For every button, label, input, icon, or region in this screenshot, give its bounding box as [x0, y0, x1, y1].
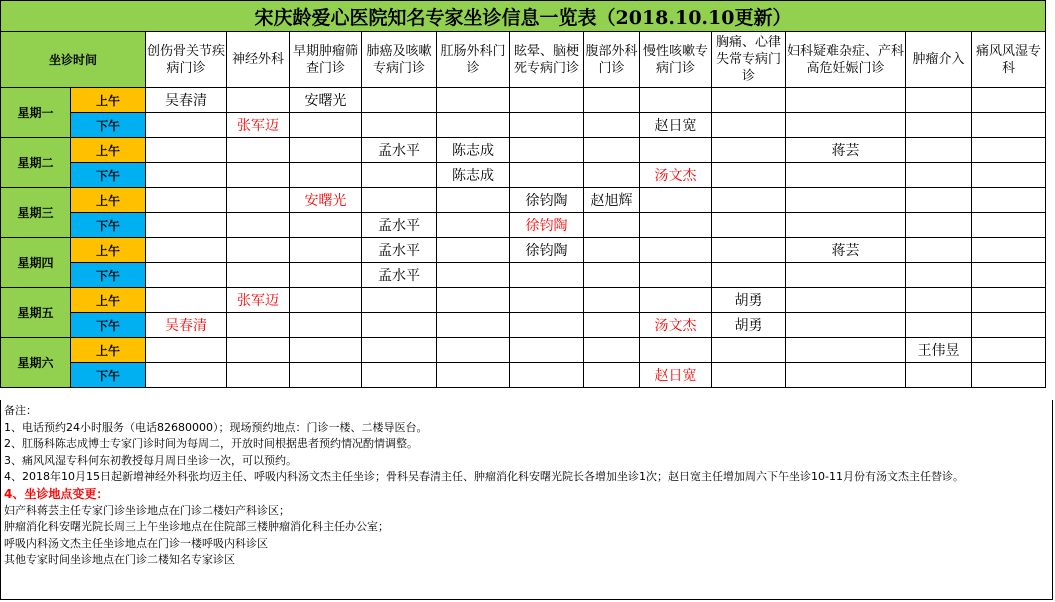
doctor-cell: [640, 338, 712, 363]
schedule-row: [1, 313, 1046, 338]
schedule-row: [1, 88, 1046, 113]
department-header: 眩晕、脑梗死专病门诊: [510, 32, 584, 88]
department-header: 妇科疑难杂症、产科高危妊娠门诊: [786, 32, 906, 88]
morning-label: 上午: [71, 338, 146, 363]
afternoon-label: 下午: [71, 213, 146, 238]
doctor-cell: [906, 88, 972, 113]
schedule-row: [1, 113, 1046, 138]
doctor-cell: 陈志成: [437, 138, 510, 163]
doctor-cell: [906, 213, 972, 238]
doctor-cell: [906, 163, 972, 188]
department-header: 腹部外科门诊: [584, 32, 640, 88]
doctor-cell: 孟水平: [362, 238, 437, 263]
doctor-cell: [786, 288, 906, 313]
doctor-cell: 胡勇: [712, 313, 786, 338]
afternoon-label: 下午: [71, 163, 146, 188]
doctor-cell: 孟水平: [362, 213, 437, 238]
location-change-line: 其他专家时间坐诊地点在门诊二楼知名专家诊区: [4, 553, 235, 567]
afternoon-label: 下午: [71, 263, 146, 288]
doctor-cell: [437, 288, 510, 313]
doctor-cell: [786, 313, 906, 338]
note-line: 3、痛风风湿专科何东初教授每月周日坐诊一次，可以预约。: [4, 453, 297, 467]
doctor-cell: [786, 338, 906, 363]
doctor-cell: [584, 113, 640, 138]
doctor-cell: [906, 138, 972, 163]
doctor-cell: [906, 238, 972, 263]
doctor-cell: [290, 213, 362, 238]
doctor-cell: [972, 113, 1046, 138]
doctor-cell: [510, 313, 584, 338]
doctor-cell: [584, 213, 640, 238]
doctor-cell: [640, 288, 712, 313]
doctor-cell: [510, 288, 584, 313]
doctor-cell: [906, 288, 972, 313]
afternoon-label: 下午: [71, 313, 146, 338]
doctor-cell: [906, 263, 972, 288]
doctor-cell: [290, 263, 362, 288]
doctor-cell: [146, 238, 227, 263]
doctor-cell: [437, 338, 510, 363]
weekday-label: 星期三: [1, 188, 71, 238]
doctor-cell: [362, 313, 437, 338]
department-header: 肺癌及咳嗽专病门诊: [362, 32, 437, 88]
doctor-cell: [906, 113, 972, 138]
doctor-cell: [972, 88, 1046, 113]
morning-label: 上午: [71, 288, 146, 313]
doctor-cell: 汤文杰: [640, 313, 712, 338]
morning-label: 上午: [71, 88, 146, 113]
doctor-cell: [290, 238, 362, 263]
doctor-cell: [972, 263, 1046, 288]
page-title: 宋庆龄爱心医院知名专家坐诊信息一览表（2018.10.10更新）: [1, 1, 1046, 32]
doctor-cell: [972, 163, 1046, 188]
doctor-cell: [290, 138, 362, 163]
doctor-cell: [437, 188, 510, 213]
afternoon-label: 下午: [71, 363, 146, 388]
schedule-row: [1, 338, 1046, 363]
doctor-cell: [437, 113, 510, 138]
doctor-cell: 王伟昱: [906, 338, 972, 363]
doctor-cell: [146, 213, 227, 238]
doctor-cell: [906, 188, 972, 213]
schedule-row: [1, 188, 1046, 213]
notes-section: [0, 400, 1053, 600]
doctor-cell: [290, 113, 362, 138]
doctor-cell: [584, 338, 640, 363]
doctor-cell: [584, 263, 640, 288]
doctor-cell: 张军迈: [227, 113, 290, 138]
doctor-cell: [972, 188, 1046, 213]
doctor-cell: [712, 363, 786, 388]
doctor-cell: [362, 288, 437, 313]
doctor-cell: [972, 238, 1046, 263]
doctor-cell: [146, 163, 227, 188]
doctor-cell: [146, 363, 227, 388]
doctor-cell: 陈志成: [437, 163, 510, 188]
doctor-cell: [146, 288, 227, 313]
doctor-cell: [786, 363, 906, 388]
doctor-cell: [786, 163, 906, 188]
doctor-cell: [362, 163, 437, 188]
doctor-cell: [510, 88, 584, 113]
schedule-row: [1, 288, 1046, 313]
doctor-cell: 徐钧陶: [510, 238, 584, 263]
doctor-cell: [906, 363, 972, 388]
weekday-label: 星期一: [1, 88, 71, 138]
doctor-cell: [786, 213, 906, 238]
doctor-cell: 赵日宽: [640, 363, 712, 388]
doctor-cell: 蒋芸: [786, 238, 906, 263]
doctor-cell: 吴春清: [146, 88, 227, 113]
doctor-cell: [437, 238, 510, 263]
department-header: 肛肠外科门诊: [437, 32, 510, 88]
doctor-cell: [786, 113, 906, 138]
doctor-cell: [640, 263, 712, 288]
doctor-cell: [227, 338, 290, 363]
doctor-cell: [227, 163, 290, 188]
doctor-cell: [510, 138, 584, 163]
schedule-row: [1, 363, 1046, 388]
doctor-cell: [227, 263, 290, 288]
doctor-cell: [437, 213, 510, 238]
doctor-cell: [712, 188, 786, 213]
department-header: 肿瘤介入: [906, 32, 972, 88]
doctor-cell: 张军迈: [227, 288, 290, 313]
doctor-cell: [290, 363, 362, 388]
doctor-cell: [712, 138, 786, 163]
doctor-cell: [362, 188, 437, 213]
doctor-cell: 孟水平: [362, 263, 437, 288]
doctor-cell: [584, 313, 640, 338]
note-line: 4、2018年10月15日起新增神经外科张均迈主任、呼吸内科汤文杰主任坐诊；骨科吴春清主任、肿瘤消化科安曙光院长各增加坐诊1次；赵日宽主任增加周六下午坐诊10-11月份有汤文杰主任替诊。: [4, 470, 964, 484]
doctor-cell: 赵日宽: [640, 113, 712, 138]
schedule-row: [1, 213, 1046, 238]
doctor-cell: [712, 338, 786, 363]
doctor-cell: 胡勇: [712, 288, 786, 313]
department-header: 早期肿瘤筛查门诊: [290, 32, 362, 88]
doctor-cell: [437, 88, 510, 113]
doctor-cell: [437, 363, 510, 388]
schedule-row: [1, 163, 1046, 188]
doctor-cell: [712, 213, 786, 238]
doctor-cell: [437, 313, 510, 338]
doctor-cell: [712, 113, 786, 138]
department-header: 痛风风湿专科: [972, 32, 1046, 88]
doctor-cell: [712, 163, 786, 188]
weekday-label: 星期四: [1, 238, 71, 288]
department-header: 胸痛、心律失常专病门诊: [712, 32, 786, 88]
doctor-cell: [972, 363, 1046, 388]
doctor-cell: [712, 238, 786, 263]
location-change-line: 肿瘤消化科安曙光院长周三上午坐诊地点在住院部三楼肿瘤消化科主任办公室；: [4, 520, 389, 534]
doctor-cell: [227, 213, 290, 238]
doctor-cell: 赵旭辉: [584, 188, 640, 213]
location-change-heading: 4、坐诊地点变更：: [4, 486, 109, 501]
department-header: 神经外科: [227, 32, 290, 88]
schedule-row: [1, 138, 1046, 163]
note-line: 2、肛肠科陈志成博士专家门诊时间为每周二，开放时间根据患者预约情况酌情调整。: [4, 437, 418, 451]
doctor-cell: [510, 338, 584, 363]
location-change-line: 妇产科蒋芸主任专家门诊坐诊地点在门诊二楼妇产科诊区；: [4, 503, 290, 517]
doctor-cell: [510, 113, 584, 138]
doctor-cell: [584, 163, 640, 188]
doctor-cell: [510, 163, 584, 188]
weekday-label: 星期六: [1, 338, 71, 388]
doctor-cell: [906, 313, 972, 338]
doctor-cell: [584, 288, 640, 313]
morning-label: 上午: [71, 188, 146, 213]
doctor-cell: [146, 263, 227, 288]
doctor-cell: [640, 88, 712, 113]
doctor-cell: [972, 313, 1046, 338]
doctor-cell: [290, 288, 362, 313]
doctor-cell: [290, 163, 362, 188]
doctor-cell: [290, 338, 362, 363]
doctor-cell: [227, 88, 290, 113]
doctor-cell: 吴春清: [146, 313, 227, 338]
morning-label: 上午: [71, 238, 146, 263]
doctor-cell: [584, 238, 640, 263]
department-header: 创伤骨关节疾病门诊: [146, 32, 227, 88]
doctor-cell: [146, 138, 227, 163]
doctor-cell: [640, 188, 712, 213]
doctor-cell: [362, 88, 437, 113]
doctor-cell: [640, 238, 712, 263]
weekday-label: 星期二: [1, 138, 71, 188]
doctor-cell: [584, 363, 640, 388]
corner-label: 坐诊时间: [1, 32, 146, 88]
doctor-cell: [510, 263, 584, 288]
doctor-cell: 汤文杰: [640, 163, 712, 188]
doctor-cell: [437, 263, 510, 288]
doctor-cell: [786, 88, 906, 113]
weekday-label: 星期五: [1, 288, 71, 338]
doctor-cell: [786, 263, 906, 288]
doctor-cell: [146, 113, 227, 138]
doctor-cell: [146, 188, 227, 213]
doctor-cell: [227, 188, 290, 213]
doctor-cell: [584, 88, 640, 113]
doctor-cell: [362, 113, 437, 138]
schedule-row: [1, 238, 1046, 263]
doctor-cell: [362, 338, 437, 363]
doctor-cell: [227, 238, 290, 263]
doctor-cell: [712, 88, 786, 113]
doctor-cell: [972, 338, 1046, 363]
doctor-cell: [786, 188, 906, 213]
doctor-cell: [227, 313, 290, 338]
morning-label: 上午: [71, 138, 146, 163]
doctor-cell: 徐钧陶: [510, 213, 584, 238]
doctor-cell: [640, 138, 712, 163]
doctor-cell: [712, 263, 786, 288]
doctor-cell: 徐钧陶: [510, 188, 584, 213]
afternoon-label: 下午: [71, 113, 146, 138]
department-header: 慢性咳嗽专病门诊: [640, 32, 712, 88]
doctor-cell: [227, 138, 290, 163]
doctor-cell: [146, 338, 227, 363]
notes-heading: 备注：: [4, 404, 37, 417]
doctor-cell: [290, 313, 362, 338]
doctor-cell: [584, 138, 640, 163]
doctor-cell: 孟水平: [362, 138, 437, 163]
note-line: 1、电话预约24小时服务（电话82680000）；现场预约地点：门诊一楼、二楼导医台。: [4, 420, 428, 434]
doctor-cell: 安曙光: [290, 88, 362, 113]
doctor-cell: [640, 213, 712, 238]
doctor-cell: 蒋芸: [786, 138, 906, 163]
schedule-row: [1, 263, 1046, 288]
doctor-cell: [972, 288, 1046, 313]
doctor-cell: [972, 138, 1046, 163]
doctor-cell: [972, 213, 1046, 238]
doctor-cell: [227, 363, 290, 388]
location-change-line: 呼吸内科汤文杰主任坐诊地点在门诊一楼呼吸内科诊区: [4, 536, 268, 550]
doctor-cell: [510, 363, 584, 388]
doctor-cell: 安曙光: [290, 188, 362, 213]
doctor-cell: [362, 363, 437, 388]
